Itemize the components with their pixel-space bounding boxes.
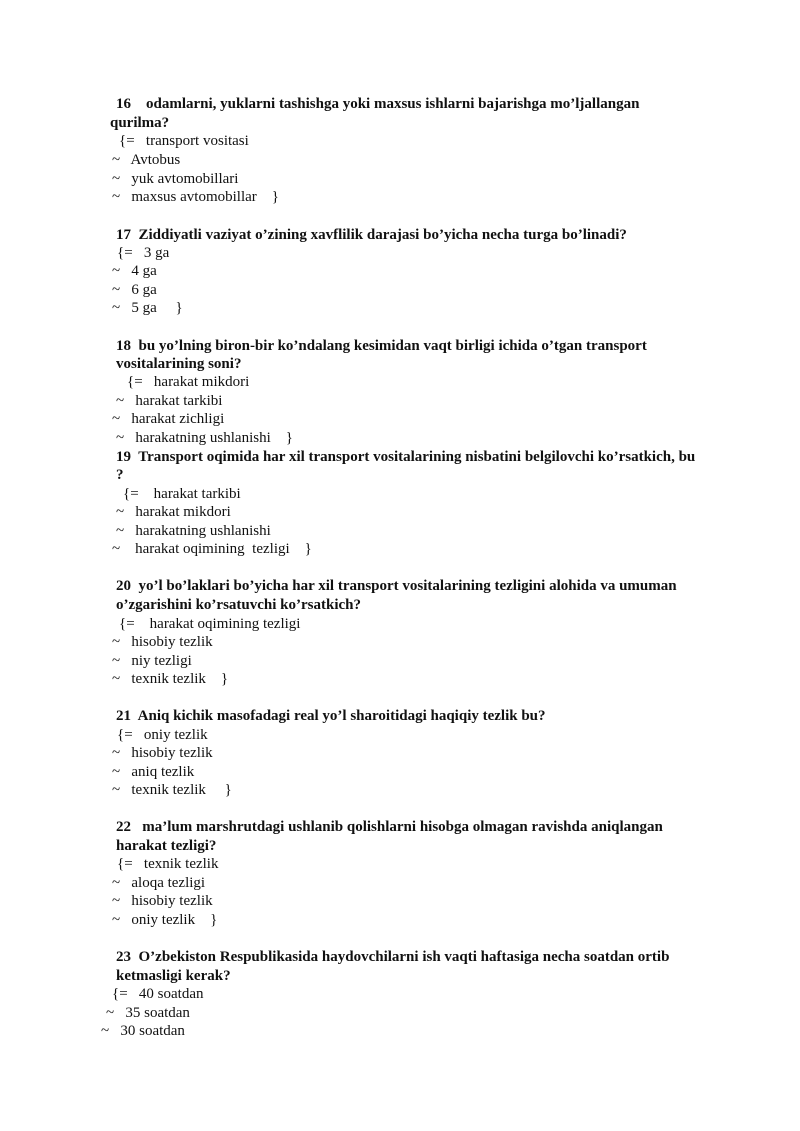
question-23-stem-line-1: 23 O’zbekiston Respublikasida haydovchilarni ish vaqti haftasiga necha soatdan ortib — [116, 949, 670, 965]
question-22-stem-line-2: harakat tezligi? — [116, 838, 217, 854]
question-16-option: ~ Avtobus — [112, 152, 181, 168]
question-19-stem-line-1: 19 Transport oqimida har xil transport vositalarining nisbatini belgilovchi ko’rsatkich, bu — [116, 449, 696, 465]
question-16-answer: {= transport vositasi — [119, 133, 249, 149]
question-22-answer: {= texnik tezlik — [117, 856, 219, 872]
question-21-option: ~ aniq tezlik — [112, 764, 195, 780]
question-18-option: ~ harakatning ushlanishi } — [116, 430, 293, 446]
question-16-option: ~ yuk avtomobillari — [112, 171, 239, 187]
question-17-option: ~ 4 ga — [112, 263, 157, 279]
question-20-option: ~ texnik tezlik } — [112, 671, 229, 687]
question-18-option: ~ harakat zichligi — [112, 411, 225, 427]
question-19-option: ~ harakatning ushlanishi — [116, 523, 271, 539]
question-20-stem-line-2: o’zgarishini ko’rsatuvchi ko’rsatkich? — [116, 597, 362, 613]
question-20-option: ~ niy tezligi — [112, 653, 192, 669]
question-18-answer: {= harakat mikdori — [127, 374, 250, 390]
question-23-option: ~ 35 soatdan — [106, 1005, 190, 1021]
question-22-stem-line-1: 22 ma’lum marshrutdagi ushlanib qolishlarni hisobga olmagan ravishda aniqlangan — [116, 819, 663, 835]
question-18-stem-line-1: 18 bu yo’lning biron-bir ko’ndalang kesimidan vaqt birligi ichida o’tgan transport — [116, 338, 647, 354]
question-22-option: ~ oniy tezlik } — [112, 912, 218, 928]
question-19-stem-line-2: ? — [116, 467, 124, 483]
question-21-option: ~ texnik tezlik } — [112, 782, 232, 798]
question-20-answer: {= harakat oqimining tezligi — [119, 616, 301, 632]
question-23-stem-line-2: ketmasligi kerak? — [116, 968, 231, 984]
question-17-option: ~ 6 ga — [112, 282, 157, 298]
question-19-option: ~ harakat oqimining tezligi } — [112, 541, 312, 557]
question-16-stem-line-2: qurilma? — [110, 115, 170, 131]
question-21-answer: {= oniy tezlik — [117, 727, 208, 743]
question-18-stem-line-2: vositalarining soni? — [116, 356, 242, 372]
question-20-option: ~ hisobiy tezlik — [112, 634, 213, 650]
question-17-option: ~ 5 ga } — [112, 300, 183, 316]
question-16-option: ~ maxsus avtomobillar } — [112, 189, 279, 205]
question-23-option: ~ 30 soatdan — [101, 1023, 185, 1039]
question-19-option: ~ harakat mikdori — [116, 504, 231, 520]
question-23-answer: {= 40 soatdan — [112, 986, 204, 1002]
question-17-answer: {= 3 ga — [117, 245, 170, 261]
question-19-answer: {= harakat tarkibi — [123, 486, 241, 502]
question-21-option: ~ hisobiy tezlik — [112, 745, 213, 761]
question-20-stem-line-1: 20 yo’l bo’laklari bo’yicha har xil transport vositalarining tezligini alohida va umuman — [116, 578, 677, 594]
question-18-option: ~ harakat tarkibi — [116, 393, 223, 409]
question-16-stem-line-1: 16 odamlarni, yuklarni tashishga yoki maxsus ishlarni bajarishga mo’ljallangan — [116, 96, 640, 112]
question-22-option: ~ hisobiy tezlik — [112, 893, 213, 909]
question-22-option: ~ aloqa tezligi — [112, 875, 206, 891]
question-21-stem-line-1: 21 Aniq kichik masofadagi real yo’l sharoitidagi haqiqiy tezlik bu? — [116, 708, 546, 724]
question-17-stem-line-1: 17 Ziddiyatli vaziyat o’zining xavflilik darajasi bo’yicha necha turga bo’linadi? — [116, 227, 627, 243]
